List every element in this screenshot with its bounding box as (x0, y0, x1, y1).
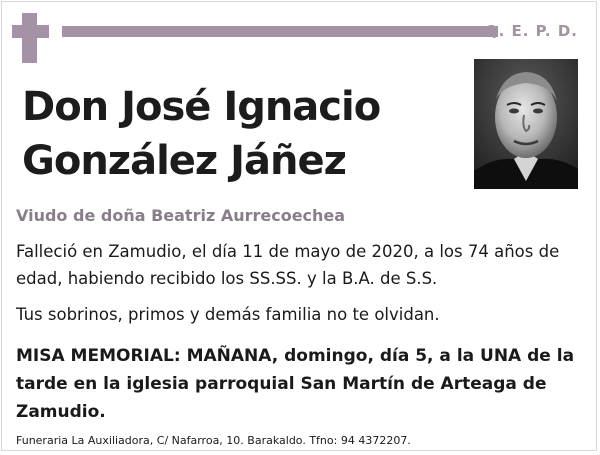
portrait-image (474, 59, 578, 189)
memorial-mass-paragraph: MISA MEMORIAL: MAÑANA, domingo, día 5, a la UNA de la tarde en la iglesia parroquial San Martín de Arteaga de Zamudio. (16, 346, 575, 422)
obituary-card (1, 1, 597, 451)
widow-of-text: Viudo de doña Beatriz Aurrecoechea (16, 206, 346, 225)
cross-vertical-bar (22, 13, 37, 63)
family-paragraph: Tus sobrinos, primos y demás familia no te olvidan. (16, 305, 440, 324)
deceased-name-line2: González Jáñez (22, 138, 346, 184)
funeral-home-footer: Funeraria La Auxiliadora, C/ Nafarroa, 10. Barakaldo. Tfno: 94 4372207. (16, 434, 411, 447)
header-divider-bar (62, 26, 498, 37)
deceased-name (22, 80, 462, 188)
portrait-photo (474, 59, 578, 189)
qepd-label: Q. E. P. D. (484, 22, 578, 40)
deceased-name-line1: Don José Ignacio (22, 84, 381, 130)
death-notice-paragraph: Falleció en Zamudio, el día 11 de mayo de 2020, a los 74 años de edad, habiendo recibido los SS.SS. y la B.A. de S.S. (16, 242, 560, 288)
cross-horizontal-bar (12, 25, 49, 38)
